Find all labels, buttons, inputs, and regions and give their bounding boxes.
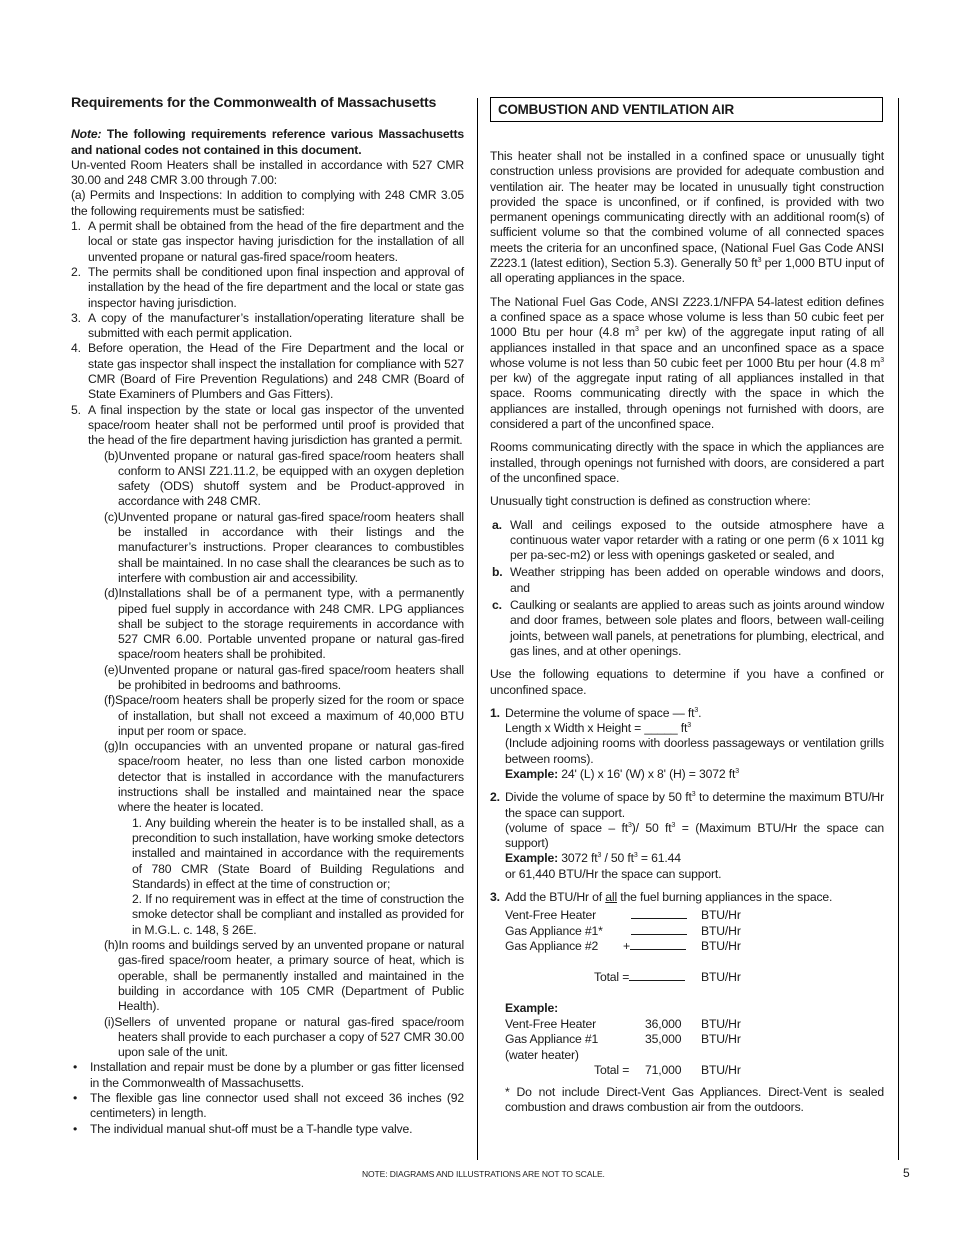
list-item: a. Wall and ceilings exposed to the outside atmosphere have a continuous water vapor retarder with a rating or one perm (6 x 1011 kg per pa-sec-m2) or less with openings gasketed or sealed, and <box>492 517 884 563</box>
table-row: Total = BTU/Hr <box>594 969 741 984</box>
list-item: 2. If no requirement was in effect at the time of construction the smoke detector shall be compliant and installed as provided for in M.G.L. c. 148, § 26E. <box>132 892 464 937</box>
numbered-list <box>71 219 464 448</box>
list-item: (f)Space/room heaters shall be properly sized for the room or space of installation, but shall not exceed a maximum of 40,000 BTU input per room or space. <box>104 693 464 738</box>
note-paragraph <box>71 127 464 158</box>
page-number: 5 <box>903 1166 910 1180</box>
note-text: The following requirements reference various Massachusetts and national codes not contained in this document. <box>71 127 464 157</box>
list-item: 3. A copy of the manufacturer’s installation/operating literature shall be submitted with each permit application. <box>71 310 464 341</box>
section-heading-combustion: COMBUSTION AND VENTILATION AIR <box>490 97 883 122</box>
equation-step-1: 1. Determine the volume of space — $ft^3$. Length x Width x Height = _____ $ft^3$ (Include adjoining rooms with doorless passageways or ventilation grills between rooms). Example: 24' (L) x 16' (W) x 8' (H) = 3072 $ft^3$ <box>490 705 884 781</box>
paragraph: Rooms communicating directly with the space in which the appliances are installed, through openings not furnished with doors, are considered a part of the unconfined space. <box>490 440 884 485</box>
blank-line <box>630 939 686 950</box>
right-column <box>490 97 884 1115</box>
list-item: (e)Unvented propane or natural gas-fired space/room heaters shall be prohibited in bedrooms and bathrooms. <box>104 662 464 692</box>
btu-worksheet-table <box>505 908 884 1079</box>
list-item: (c)Unvented propane or natural gas-fired space/room heaters shall be installed in accordance with their listings and the manufacturer’s instructions. Proper clearances to combustibles shall be maintained. In no case shall the clearances be such as to interfere with combustion air and accessibility. <box>104 509 464 585</box>
paragraph: This heater shall not be installed in a confined space or unusually tight construction unless provisions are provided for adequate combustion and ventilation air. The heater may be located in unusually tight construction provided the space is unconfined, or if confined, is provided with two permanent openings communicating directly with an additional room(s) of sufficient volume so that the combined volume of all connected spaces meets the criteria for an unconfined space, (National Fuel Gas Code ANSI Z223.1 (latest edition), Section 5.3). Generally 50 $ft^3$ per 1,000 BTU input of all operating appliances in the space. <box>490 149 884 286</box>
lettered-list <box>490 518 884 660</box>
paragraph: Use the following equations to determine if you have a confined or unconfined space. <box>490 667 884 697</box>
footnote: * Do not include Direct-Vent Gas Appliances. Direct-Vent is sealed combustion and draws combustion air from the outdoors. <box>505 1084 884 1115</box>
intro-paragraph-2: (a) Permits and Inspections: In addition to complying with 248 CMR 3.05 the following requirements must be satisfied: <box>71 188 464 218</box>
list-item: 4. Before operation, the Head of the Fire Department and the local or state gas inspector shall inspect the installation for compliance with 527 CMR (Board of Fire Prevention Regulations) and 248 CMR (Board of State Examiners of Plumbers and Gas Fitters). <box>71 341 464 402</box>
section-heading-massachusetts: Requirements for the Commonwealth of Massachusetts <box>71 95 437 111</box>
bullet-list <box>71 1060 464 1136</box>
paragraph: The National Fuel Gas Code, ANSI Z223.1/NFPA 54-latest edition defines a confined space as a space whose volume is less than 50 cubic feet per 1000 Btu per hour (4.8 $m^3$ per kw) of the aggregate input rating of all appliances installed in that space and an unconfined space as a space whose volume is not less than 50 cubic feet per 1000 Btu per hour (4.8 $m^3$ per kw) of the aggregate input rating of all appliances installed in that space. Rooms communicating directly with the space in which the appliances are installed, through openings not furnished with doors, are considered a part of the unconfined space. <box>490 294 884 432</box>
table-row: Vent-Free Heater 36,000 BTU/Hr <box>505 1016 741 1031</box>
list-item: (d)Installations shall be of a permanent type, with a permanently piped fuel supply in accordance with 248 CMR. LPG appliances shall be subject to the storage requirements in accordance with 527 CMR 6.00. Portable unvented propane or natural gas-fired space/room heaters shall be prohibited. <box>104 586 464 662</box>
note-label: Note: <box>71 127 102 142</box>
example-label: Example: <box>505 1001 558 1016</box>
table-row: Gas Appliance #1* BTU/Hr <box>505 923 741 938</box>
left-column <box>71 96 464 1137</box>
table-row: (water heater) <box>505 1047 579 1062</box>
list-item: • The individual manual shut-off must be a T-handle type valve. <box>73 1121 413 1136</box>
table-row: Vent-Free Heater BTU/Hr <box>505 908 741 923</box>
list-item: (g)In occupancies with an unvented propane or natural gas-fired space/room heater, no less than one listed carbon monoxide detector that is installed in accordance with the manufacturers instructions shall be installed and maintained near the space where the heater is located. <box>104 739 464 815</box>
list-item: 1. Any building wherein the heater is to be installed shall, as a precondition to such installation, have working smoke detectors installed and maintained in accordance with the requirements of 780 CMR (State Board of Building Regulations and Standards) in effect at the time of construction or; <box>132 815 464 891</box>
paragraph: Unusually tight construction is defined as construction where: <box>490 494 811 509</box>
list-item: 2. The permits shall be conditioned upon final inspection and approval of installation by the head of the fire department and the local or state gas inspector having jurisdiction. <box>71 264 464 310</box>
equation-step-3: 3. Add the BTU/Hr of all the fuel burning appliances in the space. <box>490 890 833 905</box>
scale-note: NOTE: DIAGRAMS AND ILLUSTRATIONS ARE NOT TO SCALE. <box>362 1169 605 1179</box>
blank-line <box>631 924 687 935</box>
blank-line <box>631 908 687 919</box>
column-divider-left <box>477 98 478 1160</box>
lettered-sublist <box>71 449 464 1061</box>
table-row: Total = 71,000 BTU/Hr <box>594 1063 741 1078</box>
list-item: 5. A final inspection by the state or local gas inspector of the unvented space/room heater shall not be performed until proof is provided that the head of the fire department having jurisdiction has granted a permit. <box>71 402 464 448</box>
table-row: Gas Appliance #1 35,000 BTU/Hr <box>505 1032 741 1047</box>
list-item: (i)Sellers of unvented propane or natural gas-fired space/room heaters shall provide to each purchaser a copy of 527 CMR 30.00 upon sale of the unit. <box>104 1014 464 1060</box>
list-item: • The flexible gas line connector used shall not exceed 36 inches (92 centimeters) in length. <box>73 1091 464 1121</box>
list-item: (h)In rooms and buildings served by an unvented propane or natural gas-fired space/room heater, a primary source of heat, which is operable, shall be permanently installed and maintained in the building in accordance with 105 CMR (Department of Public Health). <box>104 938 464 1014</box>
list-item: b. Weather stripping has been added on operable windows and doors, and <box>492 565 884 595</box>
equation-step-2: 2. Divide the volume of space by 50 $ft^3$ to determine the maximum BTU/Hr the space can support. (volume of space – $ft^3)/$ 50 $ft^3$ = (Maximum BTU/Hr the space can support) Example: 3072 $ft^3 / 50$ $ft^3 = 61.44$ or 61,440 BTU/Hr the space can support. <box>490 790 884 881</box>
list-item: • Installation and repair must be done by a plumber or gas fitter licensed in the Commonwealth of Massachusetts. <box>73 1060 464 1090</box>
table-row: Gas Appliance #2 + BTU/Hr <box>505 939 741 954</box>
list-item: 1. A permit shall be obtained from the head of the fire department and the local or state gas inspector having jurisdiction for the installation of all unvented propane or natural gas-fired space/room heaters. <box>71 219 464 264</box>
list-item: (b)Unvented propane or natural gas-fired space/room heaters shall conform to ANSI Z21.11.2, be equipped with an oxygen depletion safety (ODS) shutoff system and be Product-approved in accordance with 248 CMR. <box>104 448 464 509</box>
list-item: c. Caulking or sealants are applied to areas such as joints around window and door frames, between sole plates and floors, between wall-ceiling joints, between wall panels, at penetrations for plumbing, electrical, and gas lines, and at other openings. <box>492 598 884 658</box>
column-divider-right <box>898 98 899 1160</box>
blank-line <box>629 970 685 981</box>
intro-paragraph-1: Un-vented Room Heaters shall be installed in accordance with 527 CMR 30.00 and 248 CMR 3.00 through 7.00: <box>71 157 464 188</box>
